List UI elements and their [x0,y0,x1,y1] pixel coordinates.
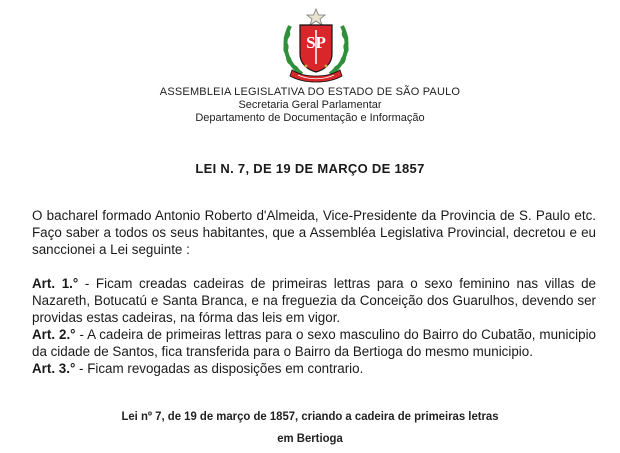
law-title: LEI N. 7, DE 19 DE MARÇO DE 1857 [195,161,425,176]
article-label: Art. 1.° [32,276,79,291]
law-body [32,207,596,377]
article-text: - A cadeira de primeiras lettras para o sexo masculino do Bairro do Cubatão, municipio da cidade de Santos, fica transferida para o Bairro da Bertioga do mesmo municipio. [32,327,597,359]
institution-name: ASSEMBLEIA LEGISLATIVA DO ESTADO DE SÃO PAULO [159,86,461,98]
article-text: - Ficam creadas cadeiras de primeiras lettras para o sexo feminino nas villas de Nazareth, Botucatú e Santa Branca, e na freguezia da Conceição dos Guarulhos, devendo ser providas estas cadeiras, na fórma das leis em vigor. [32,276,596,325]
article-3 [32,360,596,377]
caption-line-2: em Bertioga [277,431,343,445]
image-caption [22,405,599,449]
article-text: - Ficam revogadas as disposições em contrario. [75,361,364,376]
secretariat-name: Secretaria Geral Parlamentar [238,99,382,111]
department-name: Departamento de Documentação e Informação [195,112,425,124]
paragraph-gap [32,258,596,275]
article-2 [32,326,596,360]
article-label: Art. 3.° [32,361,76,376]
institution-header [0,86,620,125]
article-label: Art. 2.° [32,327,76,342]
caption-line-1: Lei nº 7, de 19 de março de 1857, criando a cadeira de primeiras letras [121,409,499,423]
law-preamble: O bacharel formado Antonio Roberto d'Almeida, Vice-Presidente da Provincia de S. Paulo etc. Faço saber a todos os seus habitantes, que a Assembléa Legislativa Provincial, decretou e eu sanccionei a Lei seguinte : [32,208,596,257]
article-1 [32,275,596,326]
sao-paulo-coat-of-arms-icon [276,8,356,86]
svg-text:SP: SP [306,33,326,52]
